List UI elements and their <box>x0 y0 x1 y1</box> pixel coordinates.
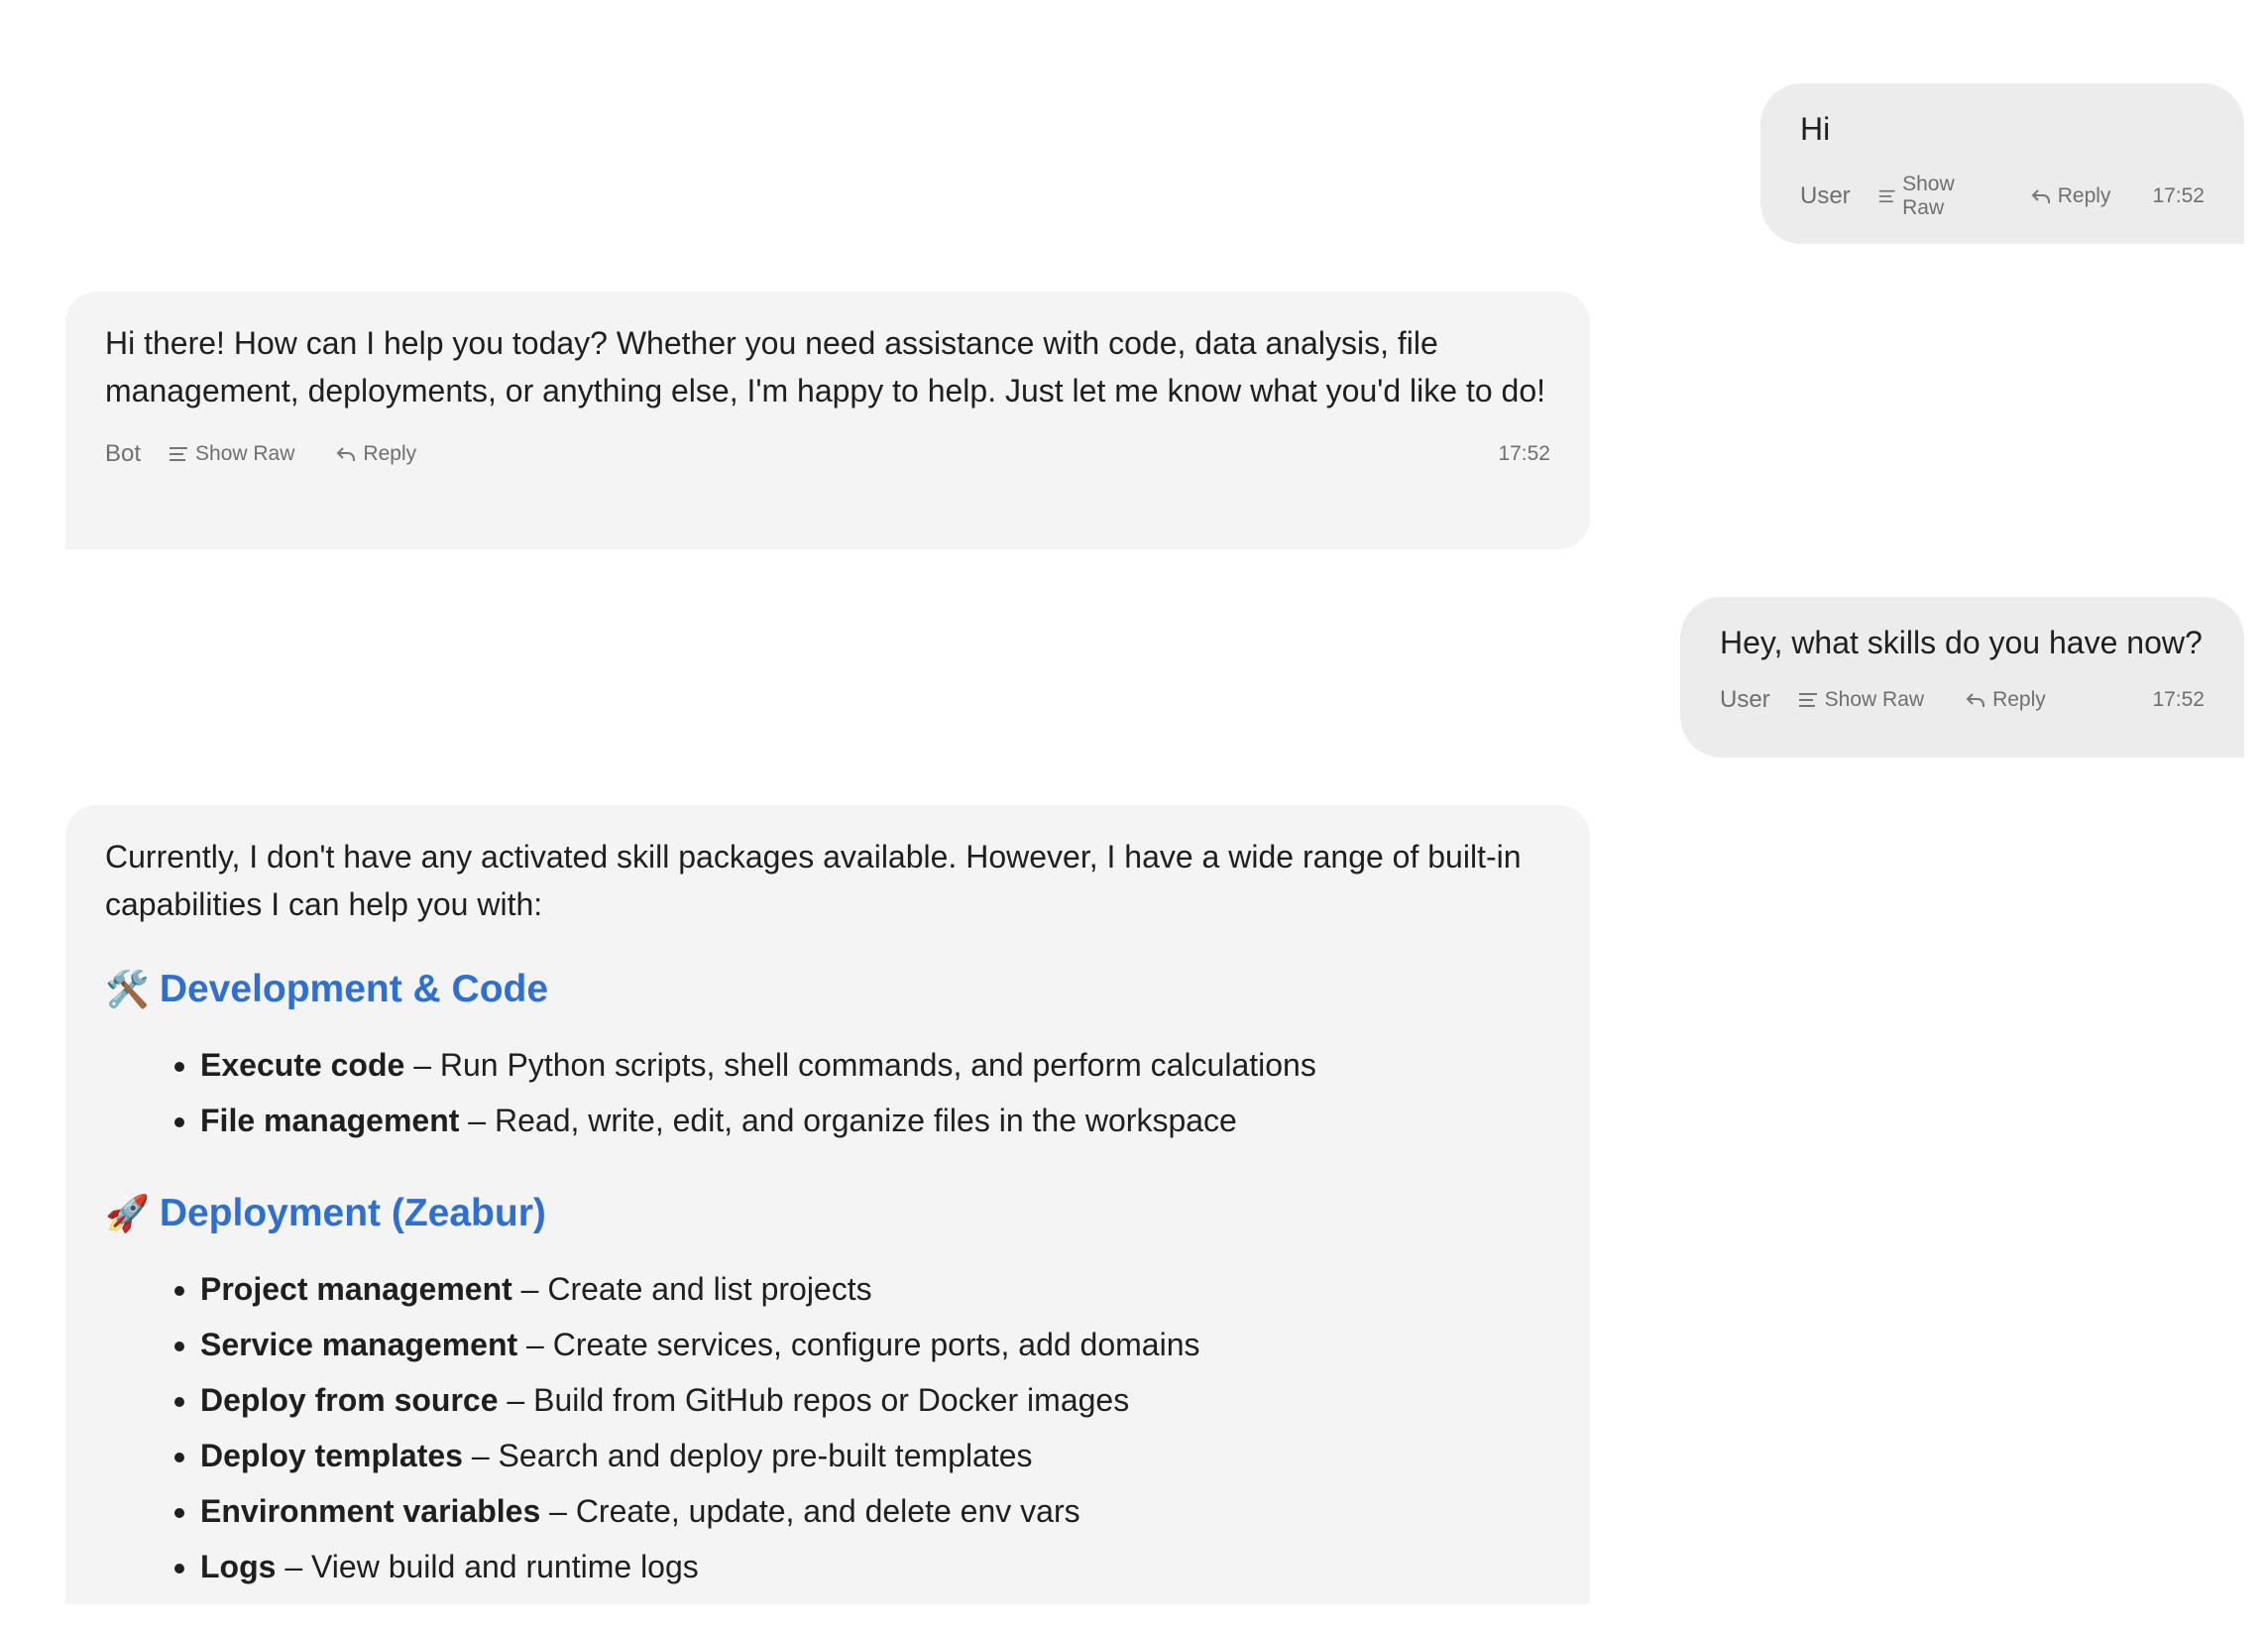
section-title: Development & Code <box>159 968 549 1010</box>
show-raw-label: Show Raw <box>195 442 295 465</box>
feature-desc: – Search and deploy pre-built templates <box>462 1438 1033 1473</box>
feature-name: Deploy from source <box>200 1382 499 1418</box>
feature-desc: – Run Python scripts, shell commands, and perform calculations <box>404 1047 1316 1083</box>
show-raw-button[interactable] <box>169 442 294 466</box>
bot-message-bubble <box>65 292 1590 549</box>
list-item <box>200 1483 1550 1539</box>
list-item <box>200 1261 1550 1317</box>
reply-arrow-icon <box>2031 187 2051 205</box>
feature-desc: – Create, update, and delete env vars <box>540 1493 1080 1529</box>
feature-list-deployment <box>105 1261 1550 1594</box>
tools-icon: 🛠️ <box>105 969 150 1009</box>
reply-button[interactable] <box>1966 688 2046 712</box>
list-item <box>200 1539 1550 1594</box>
feature-desc: – Create services, configure ports, add domains <box>517 1327 1200 1362</box>
message-meta <box>1720 686 2205 714</box>
feature-name: Logs <box>200 1549 277 1584</box>
role-label: User <box>1800 182 1851 209</box>
show-raw-button[interactable] <box>1878 173 1989 220</box>
lines-icon <box>1798 692 1818 708</box>
show-raw-label: Show Raw <box>1902 173 1955 219</box>
reply-arrow-icon <box>1966 691 1985 709</box>
message-text: Hi <box>1800 111 1831 147</box>
show-raw-button[interactable] <box>1798 688 1924 712</box>
feature-name: Project management <box>200 1271 512 1307</box>
feature-desc: – Read, write, edit, and organize files in the workspace <box>459 1103 1237 1138</box>
feature-name: Deploy templates <box>200 1438 463 1473</box>
list-item <box>200 1093 1550 1148</box>
feature-name: Service management <box>200 1327 518 1362</box>
rocket-icon: 🚀 <box>105 1193 150 1233</box>
show-raw-label: Show Raw <box>1824 688 1925 711</box>
message-meta <box>1800 173 2205 220</box>
message-text: Hi there! How can I help you today? Whether you need assistance with code, data analysis, file management, deployments, or anything else, I'm happy to help. Just let me know what you'd like to do! <box>105 325 1546 408</box>
feature-desc: – Create and list projects <box>511 1271 872 1307</box>
list-item <box>200 1372 1550 1428</box>
bot-message-bubble <box>65 805 1590 1604</box>
reply-button[interactable] <box>2031 184 2111 208</box>
section-heading-development <box>105 968 1550 1011</box>
lines-icon <box>1878 188 1895 204</box>
role-label: Bot <box>105 440 142 467</box>
feature-name: File management <box>200 1103 460 1138</box>
reply-arrow-icon <box>336 445 356 463</box>
message-meta <box>105 440 1550 468</box>
bot-message-clip <box>65 805 1590 1604</box>
reply-label: Reply <box>1992 688 2046 711</box>
feature-list-development <box>105 1037 1550 1148</box>
reply-label: Reply <box>2057 184 2111 207</box>
timestamp: 17:52 <box>1498 442 1550 465</box>
feature-desc: – View build and runtime logs <box>276 1549 699 1584</box>
list-item <box>200 1317 1550 1372</box>
timestamp: 17:52 <box>2152 688 2205 711</box>
list-item <box>200 1037 1550 1093</box>
user-message-bubble <box>1680 597 2244 758</box>
feature-desc: – Build from GitHub repos or Docker images <box>498 1382 1130 1418</box>
feature-name: Environment variables <box>200 1493 541 1529</box>
reply-button[interactable] <box>336 442 416 466</box>
lines-icon <box>169 446 188 462</box>
reply-label: Reply <box>363 442 417 465</box>
user-message-bubble <box>1760 83 2244 244</box>
timestamp: 17:52 <box>2152 184 2205 207</box>
section-heading-deployment <box>105 1192 1550 1235</box>
message-text: Hey, what skills do you have now? <box>1720 625 2203 660</box>
role-label: User <box>1720 686 1770 713</box>
list-item <box>200 1428 1550 1483</box>
message-intro: Currently, I don't have any activated skill packages available. However, I have a wide range of built-in capabilities I can help you with: <box>105 839 1522 922</box>
section-title: Deployment (Zeabur) <box>159 1192 546 1234</box>
feature-name: Execute code <box>200 1047 405 1083</box>
